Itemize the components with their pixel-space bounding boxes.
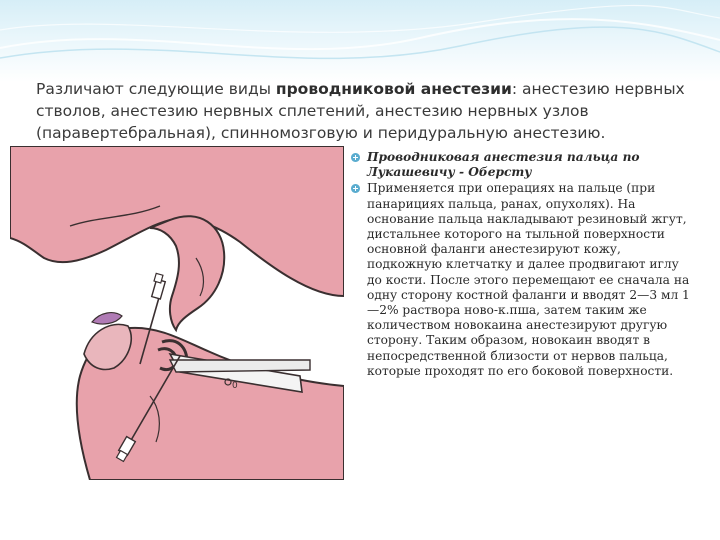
forceps-label: 0 [232,381,238,391]
decorative-wave [0,0,720,82]
intro-text-end: : анестезию нервных стволов, анестезию нервных сплетений, анестезию нервных узлов (паравертебральная), спинномозговую и перидуральную анестезию. [36,80,685,142]
finger-anesthesia-illustration [10,146,344,480]
bullet-list [350,150,695,379]
bullet-title-text: Проводниковая анестезия пальца по Лукашевичу - Оберсту [367,150,640,180]
intro-text-start: Различают следующие виды [36,80,276,98]
intro-paragraph [36,78,696,144]
bullet-title [350,150,695,180]
bullet-marker-icon [350,152,361,163]
intro-emphasis: проводниковой анестезии [275,80,512,98]
bullet-description-text: Применяется при операциях на пальце (при панарициях пальца, ранах, опухолях). На основание пальца накладывают резиновый жгут, дистальнее которого на тыльной поверхности основной фаланги анестезируют кожу, подкожную клетчатку и далее продвигают иглу до кости. После этого перемещают ее сначала на одну сторону костной фаланги и вводят 2—3 мл 1—2% раствора ново-к.пша, затем таким же количеством новокаина анестезируют другую сторону. Таким образом, новокаин вводят в непосредственной близости от нервов пальца, которые проходят по его боковой поверхности. [367,181,690,378]
bullet-marker-icon [350,183,361,194]
header-band [0,0,720,82]
bullet-description [350,181,695,379]
